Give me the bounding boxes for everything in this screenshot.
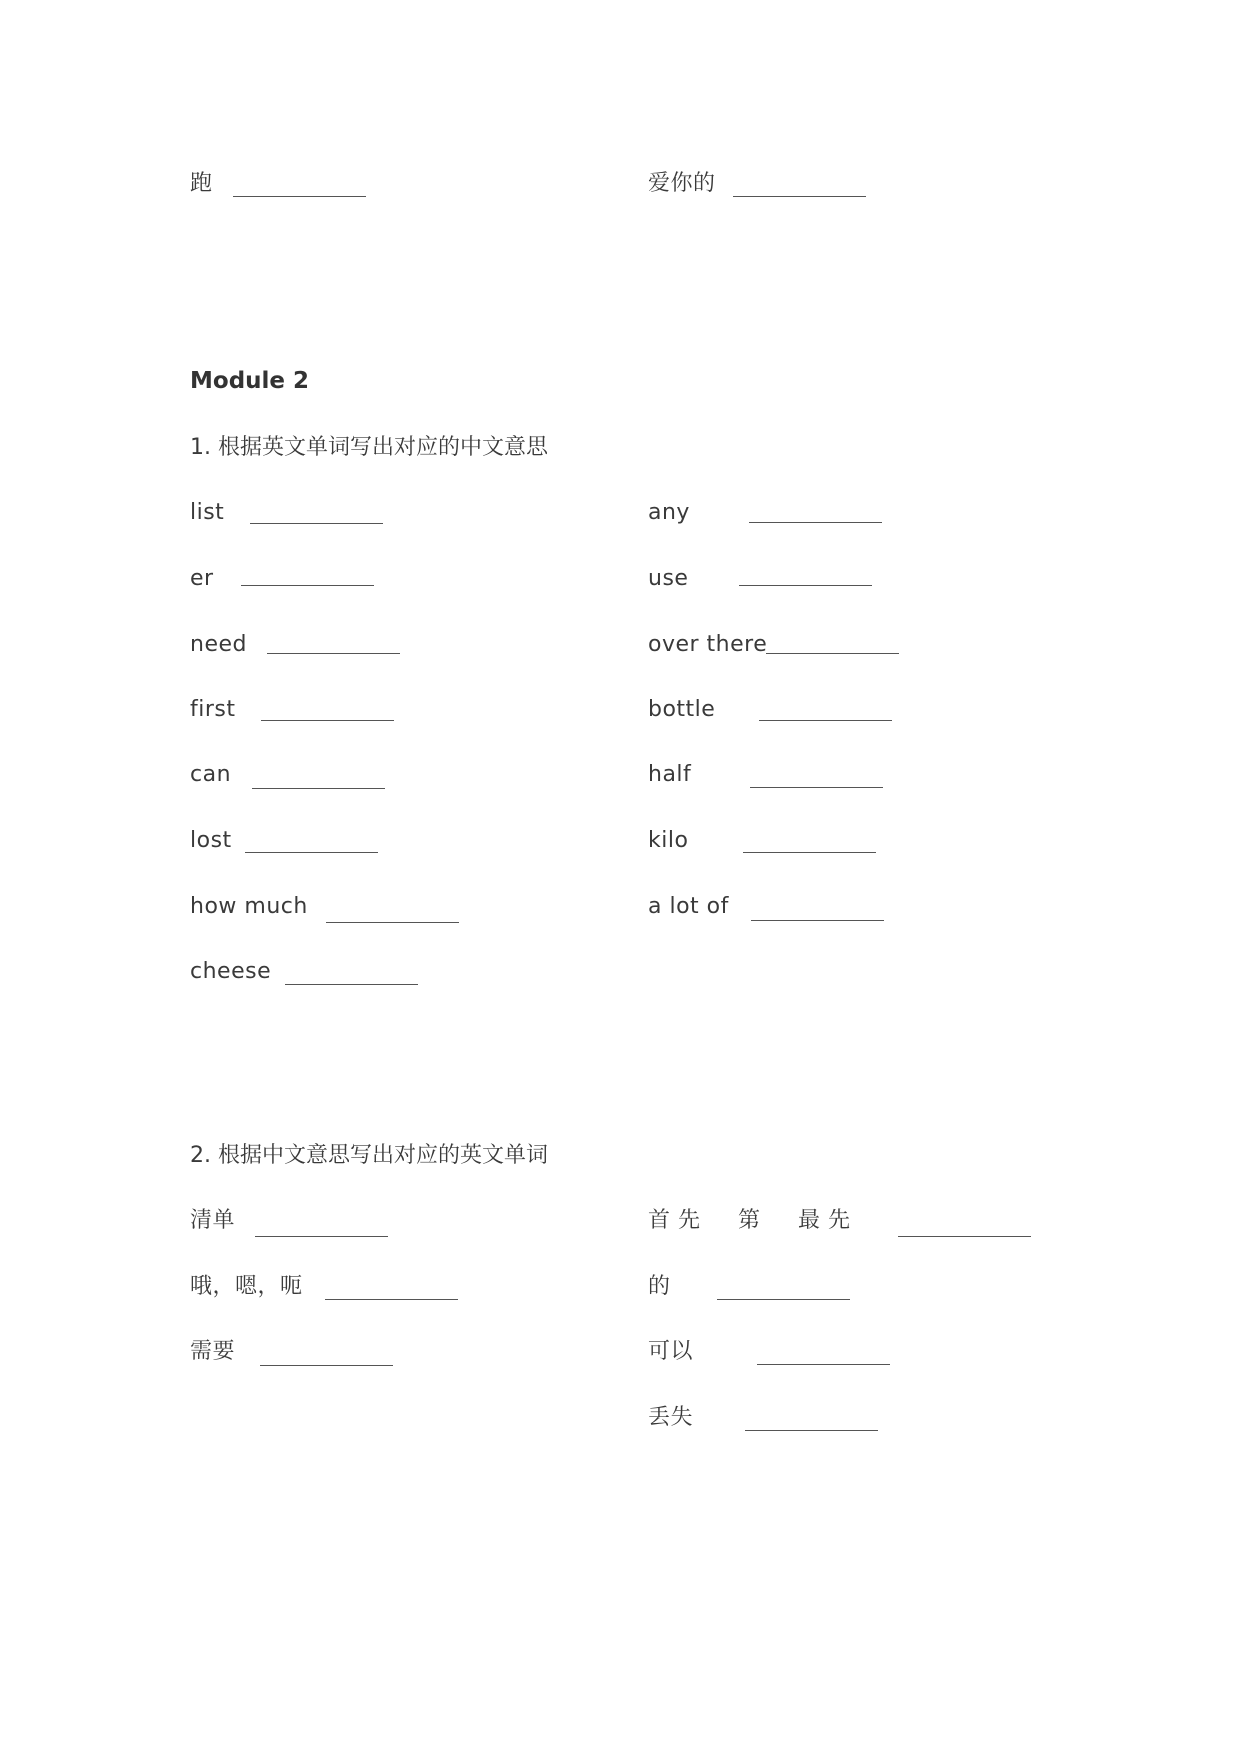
vocab-item: 需要 [190,1339,236,1364]
vocab-item: 丢失 [648,1405,694,1430]
answer-blank[interactable] [241,585,374,586]
answer-blank[interactable] [749,522,882,523]
answer-blank[interactable] [750,787,883,788]
vocab-item: list [190,500,225,525]
vocab-item: cheese [190,959,272,984]
vocab-item: 可以 [648,1339,694,1364]
vocab-item: 首先 第 最先 [648,1208,859,1233]
answer-blank[interactable] [267,653,400,654]
vocab-item: a lot of [648,894,729,919]
vocab-item: first [190,697,236,722]
section2-instruction: 2. 根据中文意思写出对应的英文单词 [190,1143,548,1168]
answer-blank[interactable] [766,653,899,654]
top-word-loving: 爱你的 [648,171,716,196]
vocab-item: 哦，嗯，呃 [190,1274,303,1299]
answer-blank[interactable] [252,788,385,789]
answer-blank[interactable] [759,720,892,721]
answer-blank[interactable] [325,1299,458,1300]
module-title: Module 2 [190,368,310,394]
answer-blank[interactable] [255,1236,388,1237]
answer-blank[interactable] [757,1364,890,1365]
vocab-item: need [190,632,247,657]
answer-blank[interactable] [745,1430,878,1431]
vocab-item: can [190,762,232,787]
answer-blank[interactable] [245,852,378,853]
vocab-item: 的 [648,1274,671,1299]
answer-blank[interactable] [261,720,394,721]
answer-blank[interactable] [250,523,383,524]
vocab-item: any [648,500,690,525]
answer-blank[interactable] [743,852,876,853]
vocab-item: use [648,566,689,591]
vocab-item: how much [190,894,308,919]
answer-blank[interactable] [733,196,866,197]
vocab-item: er [190,566,214,591]
vocab-item: 清单 [190,1208,236,1233]
answer-blank[interactable] [751,920,884,921]
vocab-item: bottle [648,697,716,722]
vocab-item: lost [190,828,232,853]
answer-blank[interactable] [739,585,872,586]
vocab-item: kilo [648,828,689,853]
answer-blank[interactable] [717,1299,850,1300]
vocab-item: half [648,762,692,787]
answer-blank[interactable] [233,196,366,197]
answer-blank[interactable] [260,1365,393,1366]
top-word-run: 跑 [190,171,213,196]
answer-blank[interactable] [898,1236,1031,1237]
section1-instruction: 1. 根据英文单词写出对应的中文意思 [190,435,548,460]
vocab-item: over there [648,632,768,657]
answer-blank[interactable] [326,922,459,923]
answer-blank[interactable] [285,984,418,985]
